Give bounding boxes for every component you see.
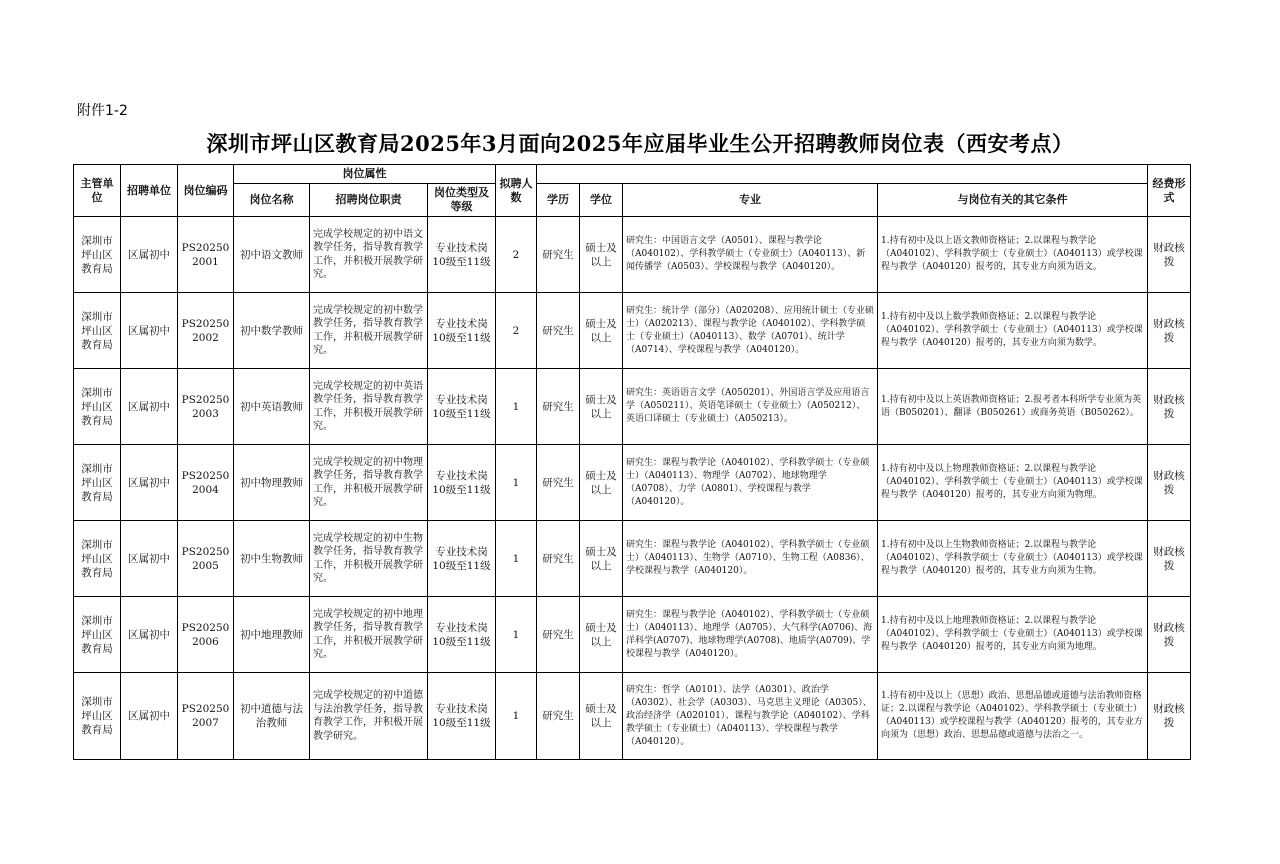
cell-edu: 研究生 xyxy=(537,445,580,521)
table-row xyxy=(74,597,1191,673)
cell-other: 1.持有初中及以上（思想）政治、思想品德或道德与法治教师资格证；2.以课程与教学论（A040102）、学科教学硕士（专业硕士）（A040113）或学校课程与教学（A040120）报考的，其专业方向须为（思想）政治、思想品德或道德与法治之一。 xyxy=(878,673,1148,760)
cell-major: 研究生：中国语言文学（A0501）、课程与教学论（A040102）、学科教学硕士（专业硕士）（A040113）、新闻传播学（A0503）、学校课程与教学（A040120）。 xyxy=(623,217,878,293)
cell-code: PS202502004 xyxy=(178,445,234,521)
cell-degree: 硕士及以上 xyxy=(580,673,623,760)
cell-major: 研究生：课程与教学论（A040102）、学科教学硕士（专业硕士）（A040113）、生物学（A0710）、生物工程（A0836）、学校课程与教学（A040120）。 xyxy=(623,521,878,597)
cell-count: 1 xyxy=(496,521,537,597)
cell-name: 初中语文教师 xyxy=(234,217,310,293)
cell-count: 1 xyxy=(496,597,537,673)
cell-type: 专业技术岗10级至11级 xyxy=(428,521,496,597)
table-row xyxy=(74,217,1191,293)
page-title: 深圳市坪山区教育局2025年3月面向2025年应届毕业生公开招聘教师岗位表（西安考点） xyxy=(206,131,1074,156)
cell-major: 研究生：课程与教学论（A040102）、学科教学硕士（专业硕士）（A040113）、物理学（A0702）、地球物理学（A0708）、力学（A0801）、学校课程与教学（A040120）。 xyxy=(623,445,878,521)
cell-other: 1.持有初中及以上物理教师资格证；2.以课程与教学论（A040102）、学科教学硕士（专业硕士）（A040113）或学校课程与教学（A040120）报考的，其专业方向须为物理。 xyxy=(878,445,1148,521)
cell-unit: 区属初中 xyxy=(121,673,178,760)
cell-supervisor: 深圳市坪山区教育局 xyxy=(74,445,121,521)
cell-type: 专业技术岗10级至11级 xyxy=(428,445,496,521)
cell-duty: 完成学校规定的初中英语教学任务，指导教育教学工作，并积极开展教学研究。 xyxy=(310,369,428,445)
cell-code: PS202502003 xyxy=(178,369,234,445)
cell-edu: 研究生 xyxy=(537,293,580,369)
cell-duty: 完成学校规定的初中语文教学任务，指导教育教学工作，并积极开展教学研究。 xyxy=(310,217,428,293)
header-count: 拟聘人数 xyxy=(496,165,537,217)
cell-edu: 研究生 xyxy=(537,673,580,760)
header-major: 专业 xyxy=(623,184,878,217)
cell-count: 1 xyxy=(496,673,537,760)
cell-major: 研究生：课程与教学论（A040102）、学科教学硕士（专业硕士）（A040113）、地理学（A0705）、大气科学(A0706)、海洋科学(A0707)、地球物理学(A0708)、地质学(A0709)、学校课程与教学（A040120）。 xyxy=(623,597,878,673)
cell-name: 初中物理教师 xyxy=(234,445,310,521)
cell-unit: 区属初中 xyxy=(121,445,178,521)
cell-type: 专业技术岗10级至11级 xyxy=(428,369,496,445)
cell-degree: 硕士及以上 xyxy=(580,597,623,673)
cell-name: 初中道德与法治教师 xyxy=(234,673,310,760)
cell-duty: 完成学校规定的初中数学教学任务，指导教育教学工作，并积极开展教学研究。 xyxy=(310,293,428,369)
cell-unit: 区属初中 xyxy=(121,369,178,445)
cell-supervisor: 深圳市坪山区教育局 xyxy=(74,673,121,760)
cell-degree: 硕士及以上 xyxy=(580,217,623,293)
cell-code: PS202502001 xyxy=(178,217,234,293)
cell-unit: 区属初中 xyxy=(121,293,178,369)
cell-duty: 完成学校规定的初中地理教学任务，指导教育教学工作，并积极开展教学研究。 xyxy=(310,597,428,673)
header-other: 与岗位有关的其它条件 xyxy=(878,184,1148,217)
header-duty: 招聘岗位职责 xyxy=(310,184,428,217)
cell-other: 1.持有初中及以上语文教师资格证；2.以课程与教学论（A040102）、学科教学硕士（专业硕士）（A040113）或学校课程与教学（A040120）报考的，其专业方向须为语文。 xyxy=(878,217,1148,293)
cell-type: 专业技术岗10级至11级 xyxy=(428,673,496,760)
header-recruit-unit: 招聘单位 xyxy=(121,165,178,217)
cell-other: 1.持有初中及以上地理教师资格证；2.以课程与教学论（A040102）、学科教学硕士（专业硕士）（A040113）或学校课程与教学（A040120）报考的，其专业方向须为地理。 xyxy=(878,597,1148,673)
cell-duty: 完成学校规定的初中道德与法治教学任务，指导教育教学工作，并积极开展教学研究。 xyxy=(310,673,428,760)
cell-supervisor: 深圳市坪山区教育局 xyxy=(74,217,121,293)
cell-major: 研究生：英语语言文学（A050201）、外国语言学及应用语言学（A050211）、英语笔译硕士（专业硕士）（A050212）、英语口译硕士（专业硕士）（A050213）。 xyxy=(623,369,878,445)
cell-funding: 财政核拨 xyxy=(1148,217,1191,293)
cell-other: 1.持有初中及以上数学教师资格证；2.以课程与教学论（A040102）、学科教学硕士（专业硕士）（A040113）或学校课程与教学（A040120）报考的，其专业方向须为数学。 xyxy=(878,293,1148,369)
header-attr-group: 岗位属性 xyxy=(234,165,496,184)
cell-edu: 研究生 xyxy=(537,369,580,445)
cell-type: 专业技术岗10级至11级 xyxy=(428,597,496,673)
cell-edu: 研究生 xyxy=(537,217,580,293)
annex-label: 附件1-2 xyxy=(77,103,128,119)
cell-type: 专业技术岗10级至11级 xyxy=(428,293,496,369)
cell-duty: 完成学校规定的初中物理教学任务，指导教育教学工作，并积极开展教学研究。 xyxy=(310,445,428,521)
header-edu: 学历 xyxy=(537,184,580,217)
cell-degree: 硕士及以上 xyxy=(580,293,623,369)
cell-funding: 财政核拨 xyxy=(1148,521,1191,597)
cell-unit: 区属初中 xyxy=(121,597,178,673)
cell-code: PS202502002 xyxy=(178,293,234,369)
header-type: 岗位类型及等级 xyxy=(428,184,496,217)
table-row xyxy=(74,521,1191,597)
cell-funding: 财政核拨 xyxy=(1148,597,1191,673)
header-degree: 学位 xyxy=(580,184,623,217)
cell-supervisor: 深圳市坪山区教育局 xyxy=(74,369,121,445)
cell-count: 1 xyxy=(496,445,537,521)
cell-name: 初中数学教师 xyxy=(234,293,310,369)
cell-degree: 硕士及以上 xyxy=(580,369,623,445)
cell-funding: 财政核拨 xyxy=(1148,445,1191,521)
cell-unit: 区属初中 xyxy=(121,521,178,597)
cell-supervisor: 深圳市坪山区教育局 xyxy=(74,293,121,369)
cell-unit: 区属初中 xyxy=(121,217,178,293)
cell-degree: 硕士及以上 xyxy=(580,445,623,521)
table-row xyxy=(74,673,1191,760)
header-supervisor: 主管单位 xyxy=(74,165,121,217)
table-row xyxy=(74,369,1191,445)
cell-major: 研究生：统计学（部分）（A020208）、应用统计硕士（专业硕士）（A020213）、课程与教学论（A040102）、学科教学硕士（专业硕士）（A040113）、数学（A0701）、统计学（A0714）、学校课程与教学（A040120）。 xyxy=(623,293,878,369)
cell-funding: 财政核拨 xyxy=(1148,673,1191,760)
header-code: 岗位编码 xyxy=(178,165,234,217)
header-funding: 经费形式 xyxy=(1148,165,1191,217)
cell-other: 1.持有初中及以上英语教师资格证；2.报考者本科所学专业须为英语（B050201）、翻译（B050261）或商务英语（B050262）。 xyxy=(878,369,1148,445)
cell-code: PS202502006 xyxy=(178,597,234,673)
cell-duty: 完成学校规定的初中生物教学任务，指导教育教学工作，并积极开展教学研究。 xyxy=(310,521,428,597)
cell-name: 初中地理教师 xyxy=(234,597,310,673)
header-name: 岗位名称 xyxy=(234,184,310,217)
cell-count: 2 xyxy=(496,217,537,293)
cell-count: 1 xyxy=(496,369,537,445)
cell-supervisor: 深圳市坪山区教育局 xyxy=(74,521,121,597)
cell-major: 研究生：哲学（A0101）、法学（A0301）、政治学（A0302）、社会学（A0303）、马克思主义理论（A0305）、政治经济学（A020101）、课程与教学论（A040102）、学科教学硕士（专业硕士）（A040113）、学校课程与教学（A040120）。 xyxy=(623,673,878,760)
table-row xyxy=(74,293,1191,369)
cell-degree: 硕士及以上 xyxy=(580,521,623,597)
cell-code: PS202502007 xyxy=(178,673,234,760)
cell-count: 2 xyxy=(496,293,537,369)
cell-name: 初中生物教师 xyxy=(234,521,310,597)
cell-type: 专业技术岗10级至11级 xyxy=(428,217,496,293)
positions-table xyxy=(73,164,1191,760)
table-row xyxy=(74,445,1191,521)
cell-funding: 财政核拨 xyxy=(1148,369,1191,445)
cell-funding: 财政核拨 xyxy=(1148,293,1191,369)
cell-edu: 研究生 xyxy=(537,521,580,597)
cell-name: 初中英语教师 xyxy=(234,369,310,445)
header-blank-group xyxy=(537,165,1148,184)
cell-other: 1.持有初中及以上生物教师资格证；2.以课程与教学论（A040102）、学科教学硕士（专业硕士）（A040113）或学校课程与教学（A040120）报考的，其专业方向须为生物。 xyxy=(878,521,1148,597)
cell-edu: 研究生 xyxy=(537,597,580,673)
cell-code: PS202502005 xyxy=(178,521,234,597)
cell-supervisor: 深圳市坪山区教育局 xyxy=(74,597,121,673)
